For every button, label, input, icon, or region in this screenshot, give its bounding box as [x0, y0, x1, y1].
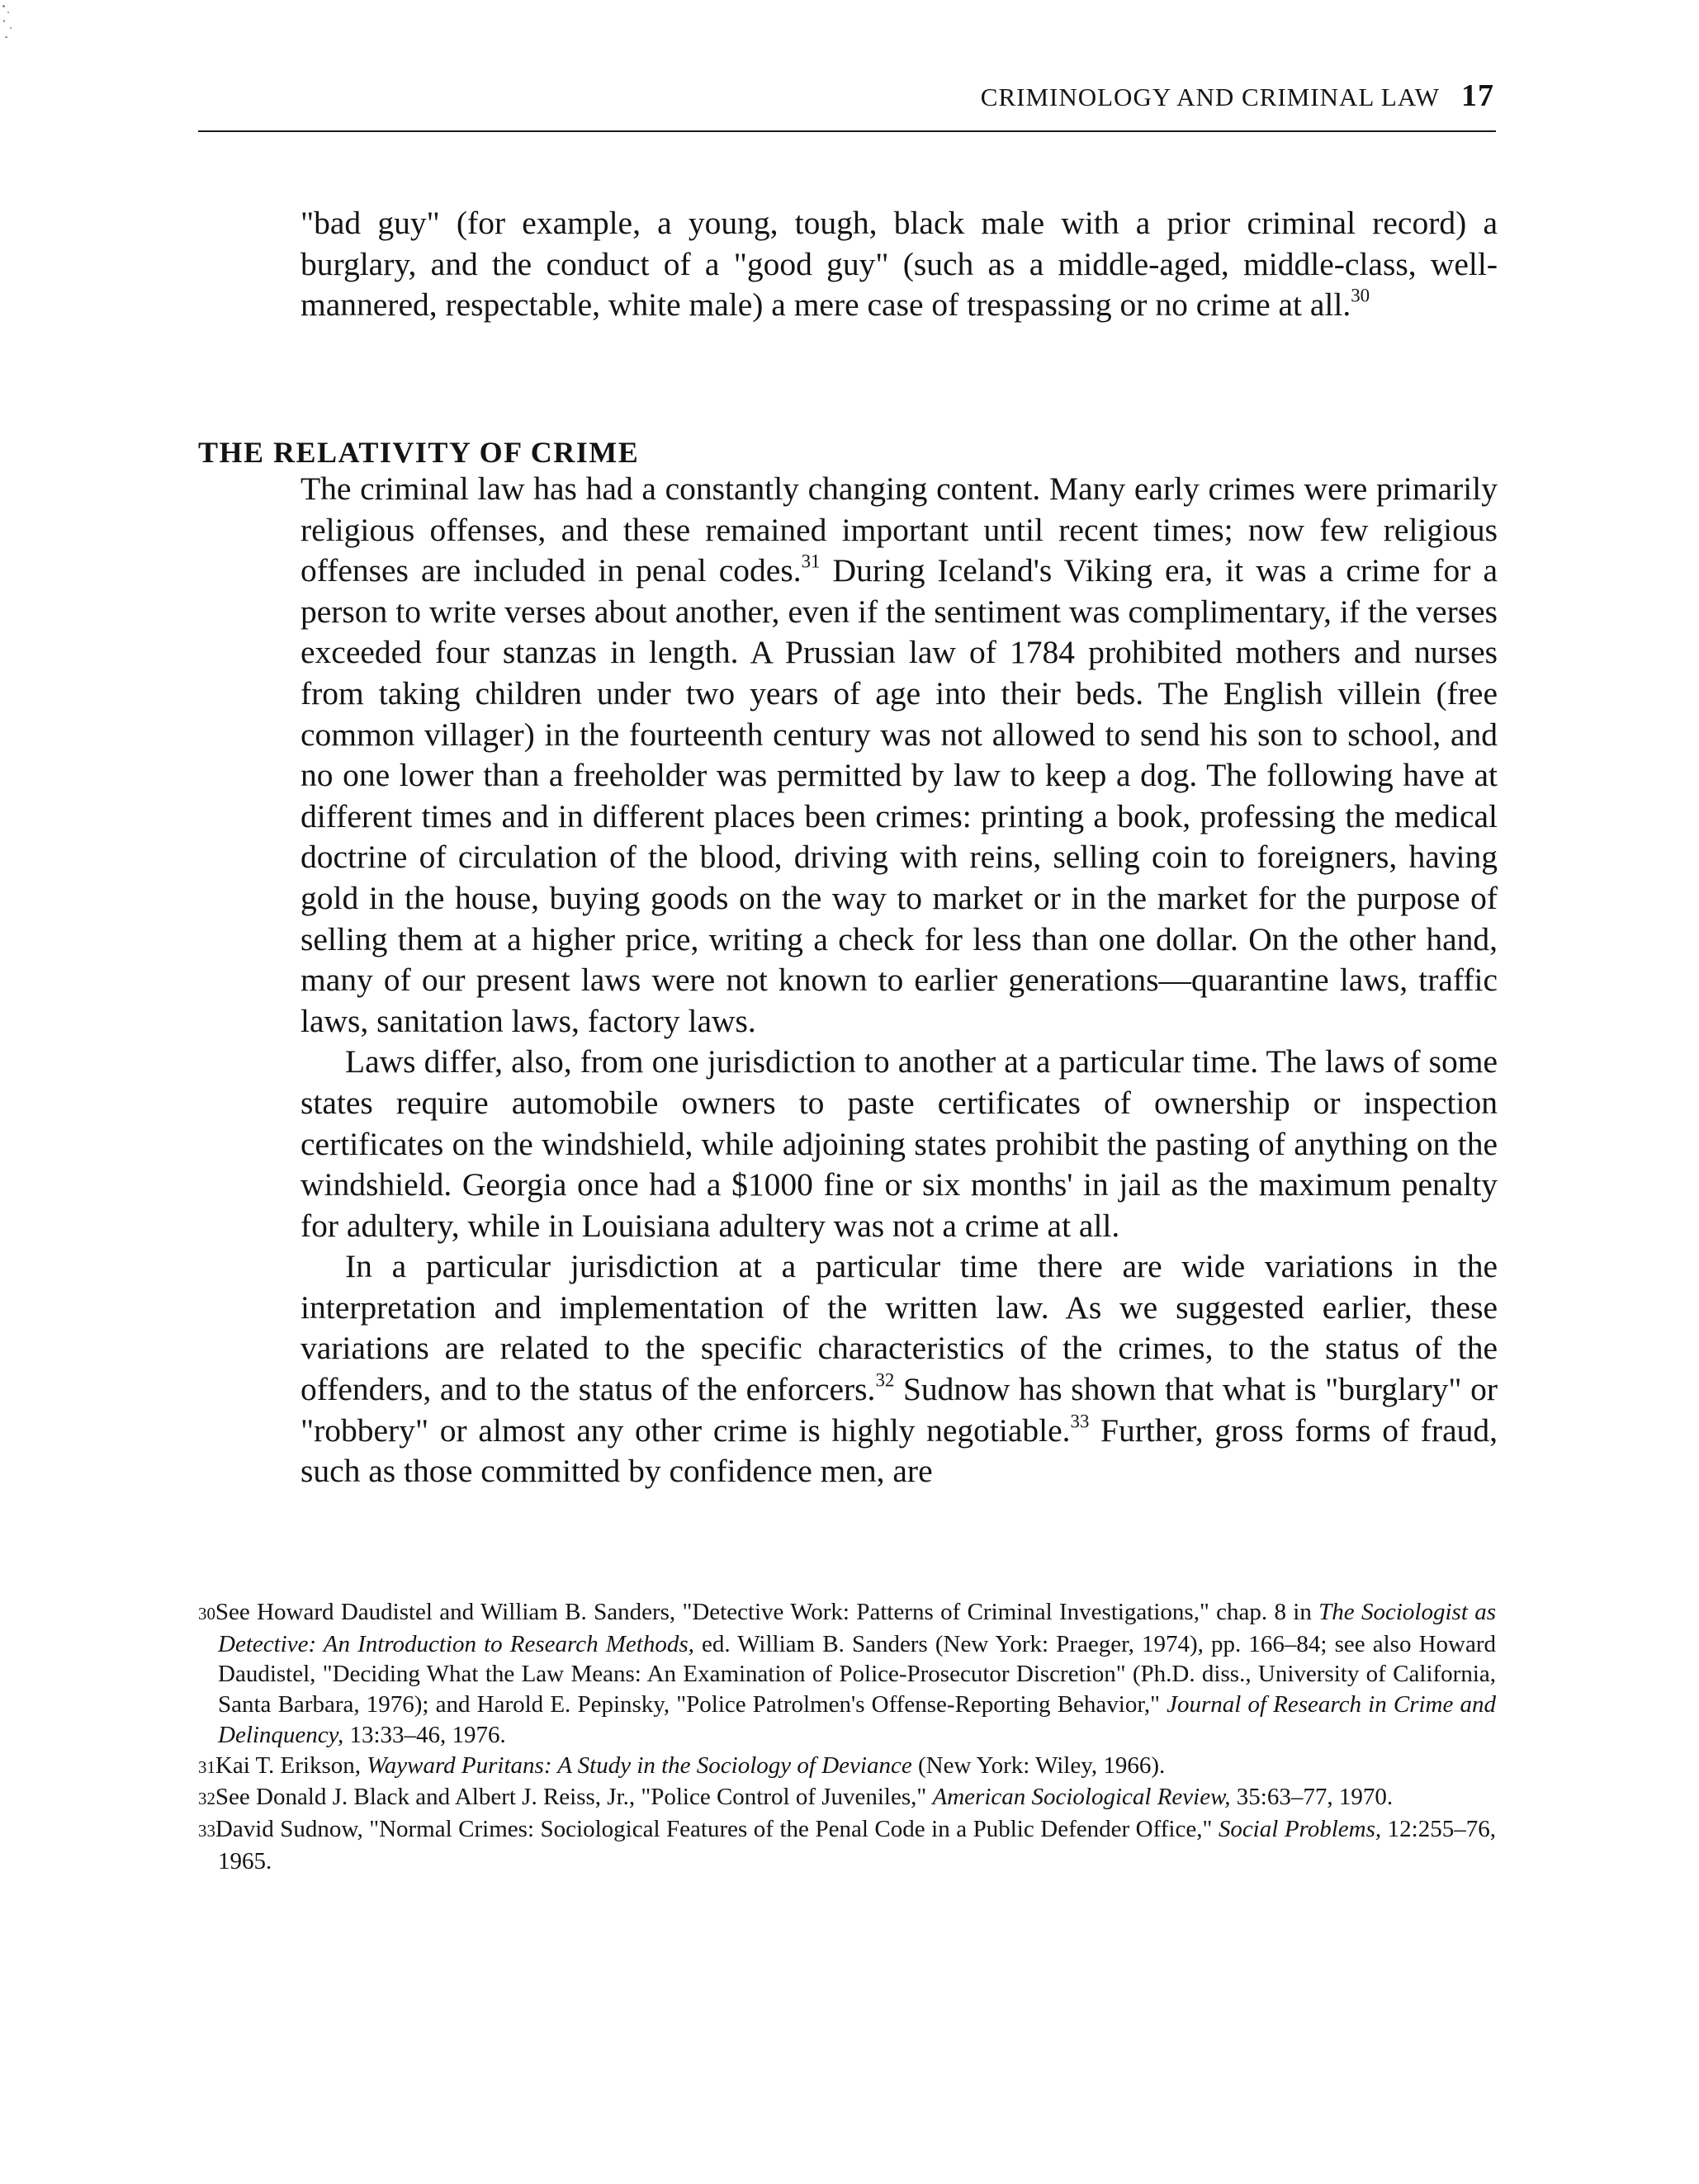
- scan-specks: [0, 0, 33, 66]
- footnote-text: See Howard Daudistel and William B. Sanders, "Detective Work: Patterns of Criminal Investigations," chap. 8 in: [215, 1599, 1319, 1625]
- continuation-text: "bad guy" (for example, a young, tough, black male with a prior criminal record) a burglary, and the conduct of a "good guy" (such as a middle-aged, middle-class, well-mannered, respectable, white male) a mere case of trespassing or no crime at all.: [301, 205, 1498, 324]
- footnote-31: [198, 1751, 1496, 1783]
- footnote-number: 30: [198, 1604, 215, 1624]
- footnote-text: 13:33–46, 1976.: [343, 1721, 506, 1748]
- paragraph-1-text-a: The criminal law has had a constantly changing content. Many early crimes were primarily religious offenses, and these remained important until recent times; now few religious offenses are included in penal codes.: [301, 470, 1498, 589]
- note-ref-32: 32: [875, 1369, 895, 1391]
- footnote-title: Wayward Puritans: A Study in the Sociology of Deviance: [367, 1751, 912, 1779]
- paragraph-3-text-a: In a particular jurisdiction at a particular time there are wide variations in the interpretation and implementation of the written law. As we suggested earlier, these variations are related to the specific characteristics of the crimes, to the status of the offenders, and to the status of the enforcers.: [301, 1248, 1498, 1408]
- continuation-paragraph: [301, 203, 1498, 326]
- footnote-text: David Sudnow, "Normal Crimes: Sociological Features of the Penal Code in a Public Defender Office,": [215, 1815, 1219, 1842]
- footnotes: [198, 1597, 1496, 1876]
- scan-speck: [10, 27, 12, 29]
- page-number: 17: [1461, 78, 1494, 113]
- paragraph-1-text-b: During Iceland's Viking era, it was a crime for a person to write verses about another, even if the sentiment was complimentary, if the verses exceeded four stanzas in length. A Prussian law of 1784 prohibited mothers and nurses from taking children under two years of age into their beds. The English villein (free common villager) in the fourteenth century was not allowed to send his son to school, and no one lower than a freeholder was permitted by law to keep a dog. The following have at different times and in different places been crimes: printing a book, professing the medical doctrine of circulation of the blood, driving with reins, selling coin to foreigners, having gold in the house, buying goods on the way to market or in the market for the purpose of selling them at a higher price, writing a check for less than one dollar. On the other hand, many of our present laws were not known to earlier generations—quarantine laws, traffic laws, sanitation laws, factory laws.: [301, 552, 1498, 1039]
- footnote-33: [198, 1814, 1496, 1876]
- scan-speck: [7, 12, 9, 13]
- section-heading: THE RELATIVITY OF CRIME: [198, 436, 640, 469]
- scan-speck: [5, 36, 7, 38]
- header-rule: [198, 130, 1496, 132]
- note-ref-31: 31: [801, 551, 821, 572]
- running-head-title: CRIMINOLOGY AND CRIMINAL LAW: [980, 83, 1440, 111]
- note-ref-33: 33: [1070, 1411, 1090, 1432]
- footnote-32: [198, 1782, 1496, 1814]
- scan-speck: [3, 20, 5, 22]
- footnote-30: [198, 1597, 1496, 1751]
- note-ref-30: 30: [1351, 285, 1370, 306]
- paragraph-3: [301, 1246, 1498, 1492]
- footnote-number: 32: [198, 1789, 215, 1809]
- footnote-title: American Sociological Review,: [932, 1784, 1231, 1811]
- footnote-title: The Sociologist as Detective: An Introduction to Research Methods,: [218, 1599, 1497, 1657]
- footnote-title: Journal of Research in Crime and Delinquency,: [218, 1691, 1497, 1748]
- footnote-number: 31: [198, 1756, 215, 1777]
- scan-speck: [2, 5, 5, 7]
- paragraph-3-text-c: Further, gross forms of fraud, such as those committed by confidence men, are: [301, 1411, 1498, 1490]
- footnote-text: ed. William B. Sanders (New York: Praeger, 1974), pp. 166–84; see also Howard Daudistel, "Deciding What the Law Means: An Examination of Police-Prosecutor Discretion" (Ph.D. diss., University of California, Santa Barbara, 1976); and Harold E. Pepinsky, "Police Patrolmen's Offense-Reporting Behavior,": [218, 1630, 1497, 1718]
- paragraph-2: Laws differ, also, from one jurisdiction to another at a particular time. The laws of some states require automobile owners to paste certificates of ownership or inspection certificates on the windshield, while adjoining states prohibit the pasting of anything on the windshield. Georgia once had a $1000 fine or six months' in jail as the maximum penalty for adultery, while in Louisiana adultery was not a crime at all.: [301, 1043, 1498, 1244]
- footnote-text: 12:255–76, 1965.: [218, 1815, 1496, 1874]
- footnote-text: See Donald J. Black and Albert J. Reiss, Jr., "Police Control of Juveniles,": [215, 1784, 933, 1811]
- section-body: [301, 469, 1498, 1492]
- paragraph-1: [301, 469, 1498, 1042]
- footnote-number: 33: [198, 1820, 215, 1841]
- footnote-text: Kai T. Erikson,: [215, 1751, 367, 1779]
- footnote-title: Social Problems,: [1218, 1815, 1382, 1842]
- footnote-text: 35:63–77, 1970.: [1230, 1784, 1394, 1811]
- paragraph-3-text-b: Sudnow has shown that what is "burglary" or "robbery" or almost any other crime is highly negotiable.: [301, 1371, 1498, 1449]
- running-head: [198, 79, 1494, 114]
- footnote-text: (New York: Wiley, 1966).: [911, 1751, 1166, 1779]
